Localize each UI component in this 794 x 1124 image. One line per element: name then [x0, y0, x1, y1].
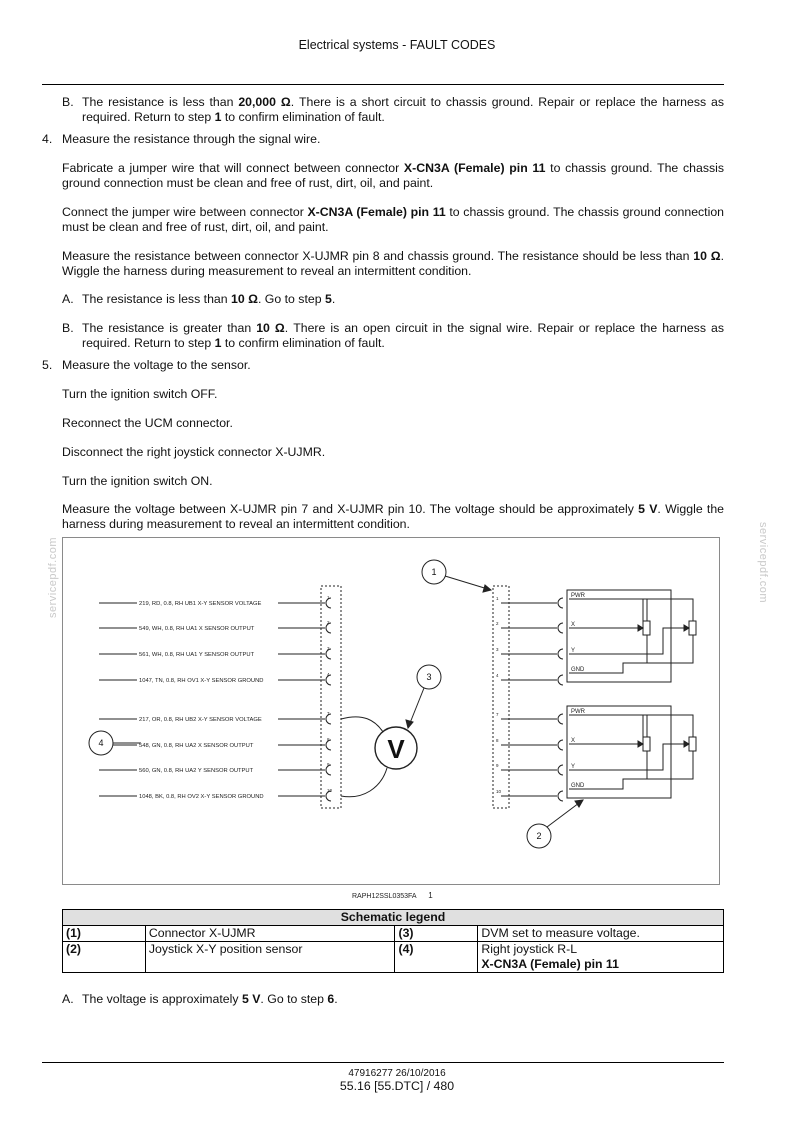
legend-title: Schematic legend — [63, 910, 724, 926]
y-wiper-arrow — [684, 741, 689, 747]
pin-number: 7 — [327, 711, 330, 716]
paragraph-fabricate-jumper: Fabricate a jumper wire that will connect between connector X-CN3A (Female) pin 11 to chassis ground. The chassis ground connection must be clean and free of rust, dirt, oil, and paint. — [62, 161, 724, 190]
substep-a3: A. The voltage is approximately 5 V. Go to step 6. — [62, 992, 338, 1006]
wire-label: 548, GN, 0.8, RH UA2 X SENSOR OUTPUT — [139, 743, 254, 749]
pin-number: 10 — [327, 788, 333, 793]
substep-b1: B. The resistance is less than 20,000 Ω. There is a short circuit to chassis ground. Repair or replace the harness as required. Return to step 1 to confirm elimination of fault. — [62, 95, 725, 124]
paragraph-connect-jumper: Connect the jumper wire between connector X-CN3A (Female) pin 11 to chassis ground. The chassis ground connection must be clean and free of rust, dirt, oil, and paint. — [62, 205, 725, 234]
sensor-pin-label: Y — [571, 648, 576, 654]
voltmeter-lead-pin7 — [341, 717, 383, 732]
watermark-left: servicepdf.com — [46, 537, 59, 618]
sensor-pin-label: X — [571, 622, 576, 628]
wire-label: 217, OR, 0.8, RH UB2 X-Y SENSOR VOLTAGE — [139, 717, 262, 723]
page-header: Electrical systems - FAULT CODES — [298, 38, 496, 52]
substep-a2: A. The resistance is less than 10 Ω. Go to step 5. — [62, 292, 336, 306]
voltmeter-symbol: V — [387, 734, 405, 764]
right-pin-number: 2 — [496, 621, 499, 626]
pwr-rail — [603, 599, 643, 622]
substep-label: B. — [62, 95, 74, 109]
pin-number: 2 — [327, 620, 330, 625]
sensor-pin-label: GND — [571, 783, 585, 789]
right-pin-number: 7 — [496, 712, 499, 717]
y-wiper — [603, 744, 687, 770]
gnd-link — [603, 663, 647, 673]
schematic-figure — [62, 537, 720, 885]
sensor-pin-label: PWR — [571, 593, 585, 599]
callout-3-arrow — [406, 720, 413, 728]
pin-number: 1 — [327, 595, 330, 600]
pin-number: 3 — [327, 646, 330, 651]
sensor-pin-label: Y — [571, 764, 576, 770]
paragraph-measure-voltage: Measure the voltage between X-UJMR pin 7 and X-UJMR pin 10. The voltage should be approximately 5 V. Wiggle the harness during measurement to reveal an intermittent condition. — [62, 502, 724, 531]
potentiometer-y-icon — [689, 621, 696, 635]
step-number: 4. — [42, 132, 53, 146]
step-text: Measure the resistance through the signal wire. — [62, 132, 321, 146]
header-rule — [42, 84, 724, 85]
wire-label: 219, RD, 0.8, RH UB1 X-Y SENSOR VOLTAGE — [139, 601, 262, 607]
callout-1: 1 — [431, 567, 437, 577]
wiring-schematic — [63, 538, 719, 884]
callout-2-arrow — [575, 800, 583, 807]
callout-4: 4 — [98, 738, 104, 748]
footer-page-number: 55.16 [55.DTC] / 480 — [339, 1079, 455, 1093]
pwr-rail-x — [603, 715, 647, 737]
step-5: 5. Measure the voltage to the sensor. — [42, 358, 251, 372]
sensor-pin-label: PWR — [571, 709, 585, 715]
right-pin-socket-icon — [558, 765, 563, 775]
voltmeter-lead-pin10 — [341, 768, 387, 797]
pin-number: 4 — [327, 672, 330, 677]
paragraph-ignition-off: Turn the ignition switch OFF. — [62, 387, 218, 401]
potentiometer-y-icon — [689, 737, 696, 751]
gnd-link — [603, 779, 647, 789]
gnd-rail — [647, 751, 693, 779]
callout-2: 2 — [536, 831, 542, 841]
right-pin-socket-icon — [558, 714, 563, 724]
right-pin-socket-icon — [558, 598, 563, 608]
pin-number: 9 — [327, 762, 330, 767]
connector-x-ujmr-right — [493, 586, 509, 808]
pwr-rail-y — [647, 715, 693, 737]
right-pin-number: 8 — [496, 738, 499, 743]
callout-3: 3 — [426, 672, 432, 682]
x-wiper-arrow — [638, 741, 643, 747]
footer-doc-id: 47916277 26/10/2016 — [348, 1068, 446, 1079]
y-wiper-arrow — [684, 625, 689, 631]
gnd-rail — [647, 635, 693, 663]
paragraph-disconnect-joystick: Disconnect the right joystick connector X-UJMR. — [62, 445, 326, 459]
step-4 — [42, 132, 724, 147]
schematic-legend-table — [62, 909, 724, 973]
paragraph-reconnect-ucm: Reconnect the UCM connector. — [62, 416, 233, 430]
wire-label: 549, WH, 0.8, RH UA1 X SENSOR OUTPUT — [139, 626, 255, 632]
right-pin-number: 10 — [496, 789, 502, 794]
pwr-rail-x — [603, 599, 647, 621]
right-pin-number: 1 — [496, 596, 499, 601]
paragraph-ignition-on: Turn the ignition switch ON. — [62, 474, 213, 488]
right-pin-socket-icon — [558, 740, 563, 750]
legend-row: (1) Connector X-UJMR (3) DVM set to measure voltage. — [63, 926, 724, 942]
right-pin-number: 9 — [496, 763, 499, 768]
watermark-right: servicepdf.com — [756, 522, 769, 603]
pwr-rail — [603, 715, 643, 738]
right-pin-socket-icon — [558, 649, 563, 659]
pwr-rail-y — [647, 599, 693, 621]
right-pin-number: 4 — [496, 673, 499, 678]
wire-label: 561, WH, 0.8, RH UA1 Y SENSOR OUTPUT — [139, 652, 255, 658]
potentiometer-x-icon — [643, 621, 650, 635]
pin-number: 8 — [327, 737, 330, 742]
right-pin-socket-icon — [558, 675, 563, 685]
legend-row: (2) Joystick X-Y position sensor (4) Right joystick R-L X-CN3A (Female) pin 11 — [63, 942, 724, 973]
wire-label: 1047, TN, 0.8, RH OV1 X-Y SENSOR GROUND — [139, 678, 264, 684]
right-pin-socket-icon — [558, 623, 563, 633]
right-pin-number: 3 — [496, 647, 499, 652]
x-wiper-arrow — [638, 625, 643, 631]
figure-caption: RAPH12SSL0353FA 1 — [352, 891, 433, 900]
sensor-pin-label: X — [571, 738, 576, 744]
right-pin-socket-icon — [558, 791, 563, 801]
wire-label: 1048, BK, 0.8, RH OV2 X-Y SENSOR GROUND — [139, 794, 264, 800]
substep-b2: B. The resistance is greater than 10 Ω. There is an open circuit in the signal wire. Repair or replace the harness as required. Return to step 1 to confirm elimination of fault. — [62, 321, 724, 350]
potentiometer-x-icon — [643, 737, 650, 751]
wire-label: 560, GN, 0.8, RH UA2 Y SENSOR OUTPUT — [139, 768, 254, 774]
y-wiper — [603, 628, 687, 654]
paragraph-measure-resistance: Measure the resistance between connector X-UJMR pin 8 and chassis ground. The resistance should be less than 10 Ω. Wiggle the harness during measurement to reveal an intermittent condition. — [62, 249, 724, 278]
callout-1-arrow — [483, 585, 491, 592]
sensor-pin-label: GND — [571, 667, 585, 673]
footer-rule — [42, 1062, 724, 1063]
